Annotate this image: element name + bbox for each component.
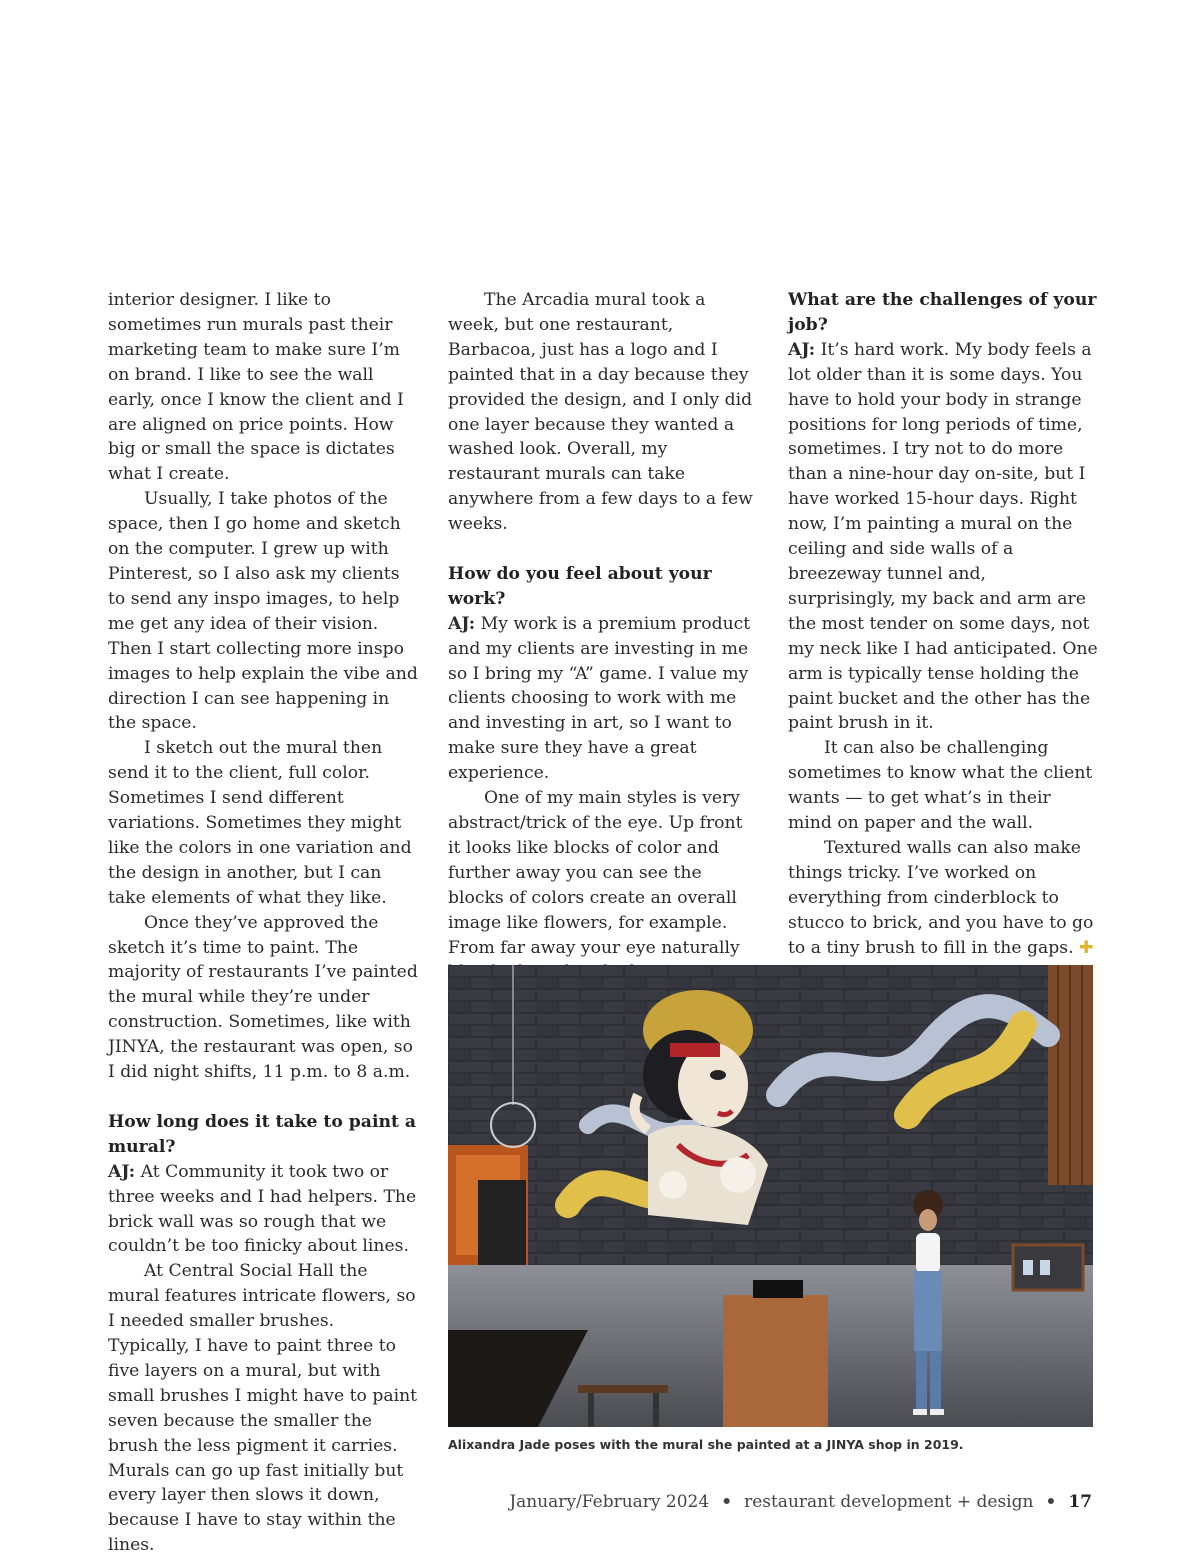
paragraph: I sketch out the mural then send it to the client, full color. Sometimes I send different variations. Sometimes they might like the colors in one variation and the design in another, but I can take elements of what they like. bbox=[108, 738, 412, 908]
answer-text: At Community it took two or three weeks and I had helpers. The brick wall was so rough that we couldn’t be too finicky about lines. bbox=[108, 1161, 417, 1257]
aj-label: AJ: bbox=[448, 613, 476, 634]
page-number: 17 bbox=[1068, 1492, 1092, 1512]
host-stand bbox=[723, 1295, 828, 1427]
paragraph: One of my main styles is very abstract/trick of the eye. Up front it looks like blocks of color and further away you can see the blocks of colors create an overall image like flowers, for example. From far away your eye naturally bbox=[448, 788, 743, 958]
answer-paragraph bbox=[108, 1160, 418, 1260]
mural-photo-illustration bbox=[448, 965, 1093, 1427]
article-column-2 bbox=[448, 288, 758, 1035]
aj-label: AJ: bbox=[108, 1161, 136, 1182]
separator: • bbox=[721, 1492, 733, 1512]
article-column-3 bbox=[788, 288, 1098, 960]
paragraph: The Arcadia mural took a week, but one restaurant, Barbacoa, just has a logo and I painted that in a day because they provided the design, and I only did one layer because they wanted a washed look. Overall, my restaurant murals can take anywhere from a few days to a few weeks. bbox=[448, 290, 753, 535]
answer-text: It’s hard work. My body feels a lot older than it is some days. You have to hold your body in strange positions for long periods of time, sometimes. I try not to do more than a nine-hour day on-site, but I have worked 15-hour days. Right now, I’m painting a mural on the ceiling and side walls of a breezeway tunnel and, surprisingly, my back and arm are the most tender on some days, not my neck like I had anticipated. One arm is typically tense holding the paint bucket and the other has the paint brush in it. bbox=[788, 339, 1098, 734]
end-mark-icon: ✚ bbox=[1079, 937, 1094, 958]
article-column-1 bbox=[108, 288, 418, 1558]
answer-paragraph bbox=[448, 612, 758, 786]
photo-caption: Alixandra Jade poses with the mural she painted at a JINYA shop in 2019. bbox=[448, 1437, 964, 1452]
publication-name: restaurant development + design bbox=[744, 1492, 1034, 1512]
question-heading: What are the challenges of your job? bbox=[788, 290, 1097, 335]
question-heading: How long does it take to paint a mural? bbox=[108, 1111, 417, 1157]
paragraph: At Central Social Hall the mural features intricate flowers, so I needed smaller brushes. Typically, I have to paint three to five layers on a mural, but with small brushes I might have to paint seven because the smaller the brush the less pigment it carries. Murals can go up fast initially but every layer then slows it down, because I have to stay within the lines. bbox=[108, 1261, 418, 1556]
paragraph bbox=[788, 836, 1098, 961]
separator: • bbox=[1045, 1492, 1057, 1512]
aj-label: AJ: bbox=[788, 339, 816, 360]
page-footer bbox=[509, 1492, 1092, 1512]
paragraph: Once they’ve approved the sketch it’s time to paint. The majority of restaurants I’ve painted the mural while they’re under construction. Sometimes, like with JINYA, the restaurant was open, so I did night shifts, 11 p.m. to 8 a.m. bbox=[108, 912, 418, 1083]
question-heading: How do you feel about your work? bbox=[448, 563, 712, 609]
paragraph-text: Textured walls can also make things tricky. I’ve worked on everything from cinderblock to stucco to brick, and you have to go to a tiny brush to fill in the gaps. bbox=[788, 837, 1094, 958]
mural-photo bbox=[448, 965, 1093, 1427]
answer-text: My work is a premium product and my clients are investing in me so I bring my “A” game. I value my clients choosing to work with me and investing in art, so I want to make sure they have a great experience. bbox=[448, 613, 751, 784]
answer-paragraph bbox=[788, 338, 1098, 737]
paragraph: interior designer. I like to sometimes run murals past their marketing team to make sure I’m on brand. I like to see the wall early, once I know the client and I are aligned on price points. How big or small the space is dictates what I create. bbox=[108, 290, 404, 485]
issue-date: January/February 2024 bbox=[509, 1492, 710, 1512]
paragraph: Usually, I take photos of the space, then I go home and sketch on the computer. I grew up with Pinterest, so I also ask my clients to send any inspo images, to help me get any idea of their vision. Then I start collecting more inspo images to help explain the vibe and direction I can see happening in the space. bbox=[108, 489, 418, 734]
paragraph: It can also be challenging sometimes to know what the client wants — to get what’s in their mind on paper and the wall. bbox=[788, 738, 1093, 834]
